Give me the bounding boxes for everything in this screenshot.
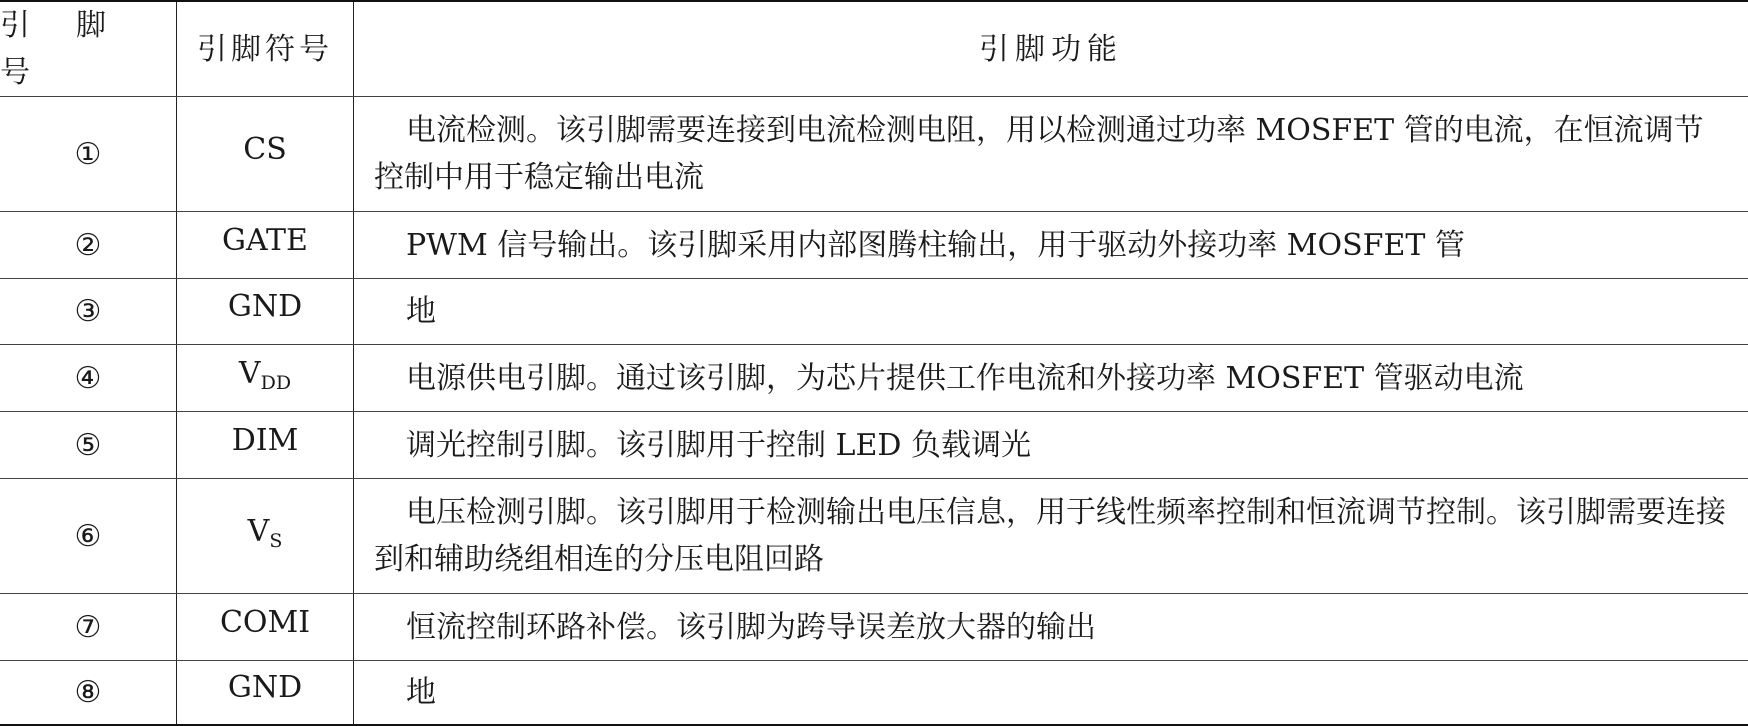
table-row	[0, 212, 1748, 279]
pin-symbol-main: V	[248, 514, 270, 549]
pin-symbol-subscript: S	[269, 530, 282, 552]
pin-symbol-main: V	[239, 356, 261, 391]
table-row	[0, 412, 1748, 479]
pin-function-text: 恒流控制环路补偿。该引脚为跨导误差放大器的输出	[354, 604, 1748, 651]
table-row	[0, 479, 1748, 594]
pin-number: ③	[0, 279, 177, 345]
header-pin-function: 引脚功能	[354, 1, 1748, 97]
pin-symbol	[177, 661, 354, 726]
table-row	[0, 661, 1748, 726]
pin-number: ⑤	[0, 412, 177, 479]
pin-symbol-main: GND	[228, 670, 302, 705]
pin-symbol-main: GATE	[222, 223, 308, 258]
pin-symbol	[177, 97, 354, 212]
pin-number: ⑦	[0, 594, 177, 661]
pin-function-text: 电源供电引脚。通过该引脚，为芯片提供工作电流和外接功率 MOSFET 管驱动电流	[354, 355, 1748, 402]
table-row	[0, 345, 1748, 412]
pin-number: ①	[0, 97, 177, 212]
pin-function-text: 电压检测引脚。该引脚用于检测输出电压信息，用于线性频率控制和恒流调节控制。该引脚需要连接到和辅助绕组相连的分压电阻回路	[354, 489, 1748, 583]
pin-function-text: 地	[354, 669, 1748, 716]
pin-function	[354, 594, 1748, 661]
pin-number: ②	[0, 212, 177, 279]
pin-function	[354, 412, 1748, 479]
header-pin-symbol: 引脚符号	[177, 1, 354, 97]
pin-function	[354, 97, 1748, 212]
pin-function	[354, 212, 1748, 279]
table-row	[0, 594, 1748, 661]
header-pin-number-char-2: 脚	[76, 8, 112, 43]
pin-function-text: 地	[354, 288, 1748, 335]
header-pin-number	[0, 1, 177, 97]
header-pin-number-char-3: 号	[0, 55, 36, 90]
pin-symbol	[177, 479, 354, 594]
pin-symbol	[177, 279, 354, 345]
pin-function	[354, 661, 1748, 726]
pin-number: ④	[0, 345, 177, 412]
pin-number: ⑥	[0, 479, 177, 594]
pin-function	[354, 279, 1748, 345]
pin-symbol-main: GND	[228, 289, 302, 324]
pin-symbol	[177, 345, 354, 412]
pin-symbol-main: COMI	[220, 605, 310, 640]
pin-function-text: 电流检测。该引脚需要连接到电流检测电阻，用以检测通过功率 MOSFET 管的电流，在恒流调节控制中用于稳定输出电流	[354, 107, 1748, 201]
pin-symbol-main: CS	[243, 132, 287, 167]
table-row	[0, 97, 1748, 212]
pin-number: ⑧	[0, 661, 177, 726]
table-row	[0, 279, 1748, 345]
pin-function-text: 调光控制引脚。该引脚用于控制 LED 负载调光	[354, 422, 1748, 469]
header-row	[0, 1, 1748, 97]
pin-symbol	[177, 212, 354, 279]
pin-function	[354, 479, 1748, 594]
pin-function-text: PWM 信号输出。该引脚采用内部图腾柱输出，用于驱动外接功率 MOSFET 管	[354, 222, 1748, 269]
pin-symbol	[177, 594, 354, 661]
header-pin-number-char-1: 引	[0, 8, 36, 43]
pin-symbol-subscript: DD	[261, 372, 291, 394]
pin-function	[354, 345, 1748, 412]
pin-symbol-main: DIM	[232, 423, 299, 458]
pin-symbol	[177, 412, 354, 479]
